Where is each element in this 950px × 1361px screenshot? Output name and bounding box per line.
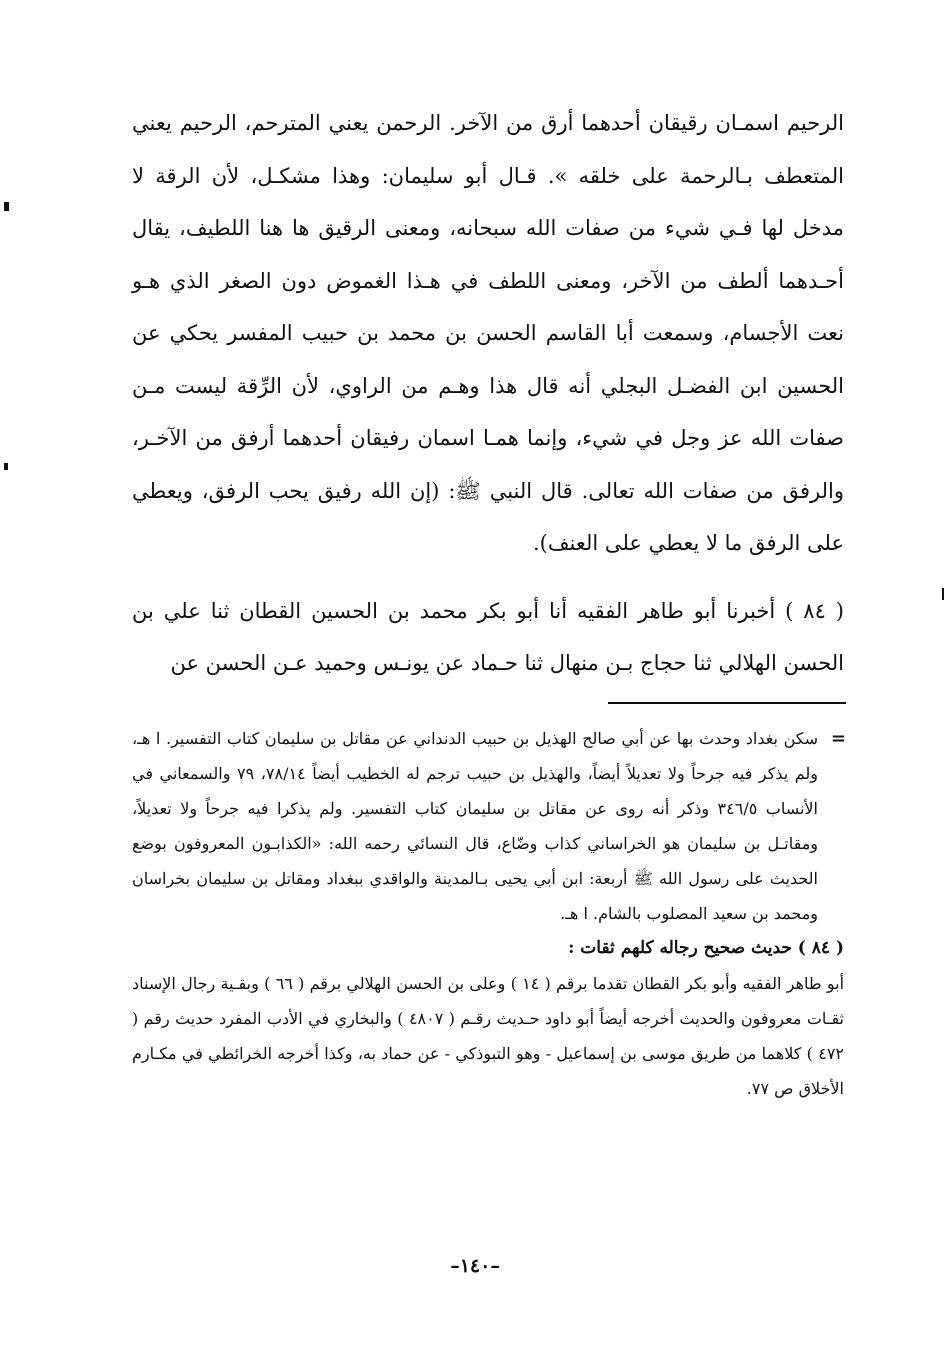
hadith-paragraph [132, 585, 844, 690]
footnote-heading: ( ٨٤ ) حديث صحيح رجاله كلهم ثقات : [568, 938, 844, 958]
scan-edge-mark [4, 463, 8, 470]
scan-edge-mark [4, 202, 9, 211]
scan-edge-mark [942, 588, 944, 600]
footnotes-section [132, 721, 844, 1106]
continuation-mark: = [830, 728, 846, 749]
page-number: –١٤٠– [450, 1255, 500, 1277]
hadith-number: ( ٨٤ ) [785, 598, 844, 623]
hadith-text: أخبرنا أبو طاهر الفقيه أنا أبو بكر محمد بن الحسين القطان ثنا علي بن الحسن الهلالي ثنا حجاج بـن منهال ثنا حـماد عن يونـس وحميد عـن الحسن عن [132, 598, 844, 675]
footnote-text: أبو طاهر الفقيه وأبو بكر القطان تقدما برقم ( ١٤ ) وعلى بن الحسن الهلالي برقم ( ٦٦ ) وبقـية رجال الإسناد ثقـات معروفون والحديث أخرجه أيضاً أبو داود حـديث رقـم ( ٤٨٠٧ ) والبخاري في الأدب المفرد حديث رقم ( ٤٧٢ ) كلاهما من طريق موسى بن إسماعيل - وهو التبوذكي - عن حماد به، وكذا أخرجه الخرائطي في مكـارم الأخلاق ص ٧٧. [132, 974, 845, 1098]
footnote-separator [608, 702, 846, 704]
main-text-body [132, 97, 844, 690]
footnote-text: سكن بغداد وحدث بها عن أبي صالح الهذيل بن حبيب الدنداني عن مقاتل بن سليمان كتاب التفسير. ا هـ، ولم يذكر فيه جرحاً ولا تعديلاً أيضاً، والهذيل بن حبيب ترجم له الخطيب أيضاً ٧٨/١٤، ٧٩ والسمعاني في الأنساب ٣٤٦/٥ وذكر أنه روى عن مقاتل بن سليمان كتاب التفسير. ولم يذكرا فيه جرحاً ولا تعديلاً، ومقاتـل بن سليمان هو الخراساني كذاب وضّاع، قال النسائي رحمه الله: «الكذابـون المعروفون بوضع الحديث على رسول الله ﷺ أربعة: ابن أبي يحيى بـالمدينة والواقدي ببغداد ومقاتل بن سليمان بخراسان ومحمد بن سعيد المصلوب بالشام. ا هـ. [132, 729, 819, 923]
footnote-continuation [132, 721, 844, 931]
main-paragraph: الرحيم اسمـان رقيقان أحدهما أرق من الآخر. الرحمن يعني المترحم، الرحيم يعني المتعطف بـالرحمة على خلقه ». قـال أبو سليمان: وهذا مشكـل، لأن الرقة لا مدخل لها فـي شيء من صفات الله سبحانه، ومعنى الرقيق ها هنا اللطيف، يقال أحـدهما ألطف من الآخر، ومعنى اللطف في هـذا الغموض دون الصغر الذي هـو نعت الأجسام، وسمعت أبا القاسم الحسن بن محمد بن حبيب المفسر يحكي عن الحسين ابن الفضـل البجلي أنه قال هذا وهـم من الراوي، لأن الرِّقة ليست مـن صفات الله عز وجل في شيء، وإنما همـا اسمان رفيقان أحدهما أرفق من الآخـر، والرفق من صفات الله تعالى. قال النبي ﷺ: (إن الله رفيق يحب الرفق، ويعطي على الرفق ما لا يعطي على العنف). [132, 111, 844, 555]
